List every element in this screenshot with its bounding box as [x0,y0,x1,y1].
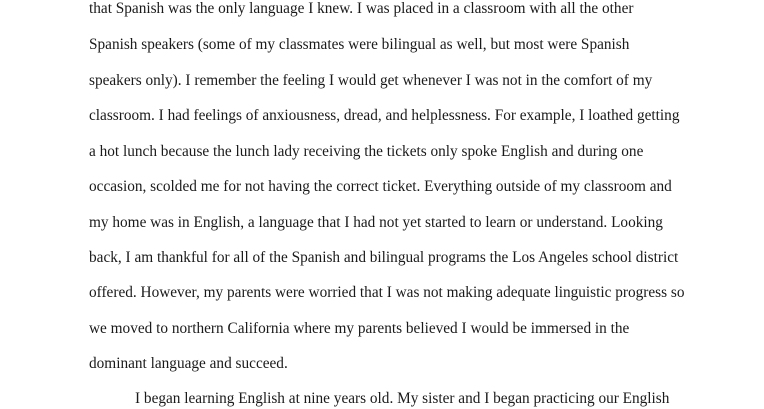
text-line: my home was in English, a language that I had not yet started to learn or understand. Looking [89,214,663,231]
paragraph-first-line: I began learning English at nine years old. My sister and I began practicing our English [135,390,670,407]
text-line: a hot lunch because the lunch lady receiving the tickets only spoke English and during one [89,143,644,160]
text-line: we moved to northern California where my parents believed I would be immersed in the [89,320,630,337]
text-line: speakers only). I remember the feeling I would get whenever I was not in the comfort of my [89,72,653,89]
text-line: Spanish speakers (some of my classmates were bilingual as well, but most were Spanish [89,36,630,53]
text-line: offered. However, my parents were worried that I was not making adequate linguistic progress so [89,284,685,301]
text-line: that Spanish was the only language I knew. I was placed in a classroom with all the other [89,0,634,17]
text-line: back, I am thankful for all of the Spanish and bilingual programs the Los Angeles school district [89,249,679,266]
text-line: occasion, scolded me for not having the correct ticket. Everything outside of my classroom and [89,178,672,195]
text-line: classroom. I had feelings of anxiousness, dread, and helplessness. For example, I loathed getting [89,107,680,124]
text-line: dominant language and succeed. [89,355,288,372]
